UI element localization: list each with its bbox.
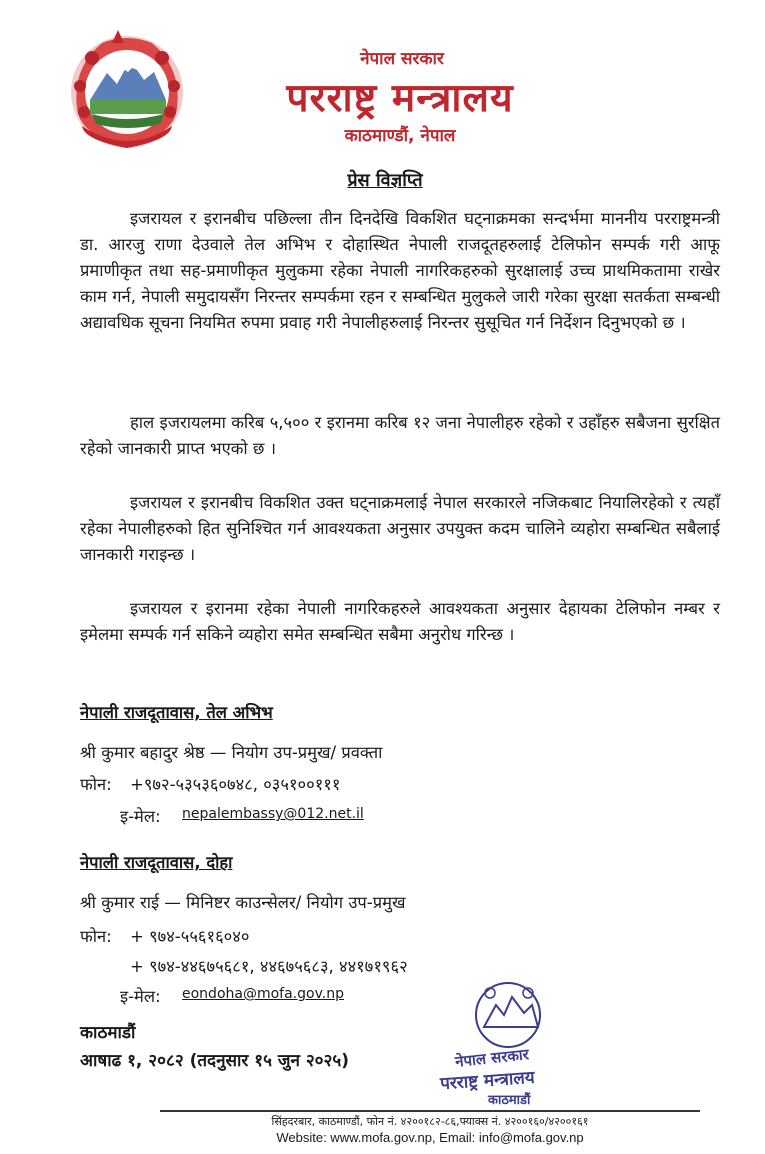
issue-place: काठमाडौं xyxy=(80,1023,136,1043)
paragraph-3: इजरायल र इरानबीच विकशित उक्त घट्नाक्रमलाई नेपाल सरकारले नजिकबाट नियालिरहेको र त्यहाँ रहेका नेपालीहरुको हित सुनिश्चित गर्न आवश्यकता अनुसार उपयुक्त कदम चालिने व्यहोरा सम्बन्धित सबैलाई जानकारी गराइन्छ । xyxy=(80,493,720,564)
stamp-line-2: परराष्ट्र मन्त्रालय xyxy=(439,1067,536,1095)
ministry-name: परराष्ट्र मन्त्रालय xyxy=(286,76,514,121)
embassy-heading-doha: नेपाली राजदूतावास, दोहा xyxy=(80,853,233,872)
email-label-doha: इ-मेल: xyxy=(120,987,161,1006)
document-title: प्रेस विज्ञप्ति xyxy=(347,170,423,191)
stamp-line-1: नेपाल सरकार xyxy=(454,1045,530,1071)
paragraph-1: इजरायल र इरानबीच पछिल्ला तीन दिनदेखि विकशित घट्नाक्रमका सन्दर्भमा माननीय परराष्ट्रमन्त्री डा. आरजु राणा देउवाले तेल अभिभ र दोहास्थित नेपाली राजदूतहरुलाई टेलिफोन सम्पर्क गरी आफू प्रमाणीकृत तथा सह-प्रमाणीकृत मुलुकमा रहेका नेपाली नागरिकहरुको सुरक्षालाई उच्च प्राथमिकतामा राखेर काम गर्न, नेपाली समुदायसँग निरन्तर सम्पर्कमा रहन र सम्बन्धित मुलुकले जारी गरेका सुरक्षा सतर्कता सम्बन्धी अद्यावधिक सूचना नियमित रुपमा प्रवाह गरी नेपालीहरुलाई निरन्तर सुसूचित गर्न निर्देशन दिनुभएको छ । xyxy=(80,209,720,332)
email-link-doha[interactable]: eondoha@mofa.gov.np xyxy=(182,986,344,1002)
footer-divider xyxy=(160,1110,700,1112)
phone-label-telaviv: फोन: xyxy=(80,775,112,794)
phone-number-doha-1: + ९७४-५५६१६०४० xyxy=(130,927,250,946)
embassy-heading-telaviv: नेपाली राजदूतावास, तेल अभिभ xyxy=(80,703,273,722)
paragraph-4: इजरायल र इरानमा रहेका नेपाली नागरिकहरुले आवश्यकता अनुसार देहायका टेलिफोन नम्बर र इमेलमा सम्पर्क गर्न सकिने व्यहोरा समेत सम्बन्धित सबैमा अनुरोध गरिन्छ । xyxy=(80,599,720,644)
paragraph-2: हाल इजरायलमा करिब ५,५०० र इरानमा करिब १२ जना नेपालीहरु रहेको र उहाँहरु सबैजना सुरक्षित रहेको जानकारी प्राप्त भएको छ । xyxy=(80,413,720,458)
nepal-emblem-icon xyxy=(62,28,192,153)
embassy-contact-doha: श्री कुमार राई — मिनिष्टर काउन्सेलर/ नियोग उप-प्रमुख xyxy=(80,893,406,912)
phone-number-telaviv: +९७२-५३५३६०७४८, ०३५१००१११ xyxy=(130,775,341,794)
email-link-telaviv[interactable]: nepalembassy@012.net.il xyxy=(182,806,364,822)
ministry-location: काठमाण्डौं, नेपाल xyxy=(344,126,456,146)
embassy-contact-telaviv: श्री कुमार बहादुर श्रेष्ठ — नियोग उप-प्रमुख/ प्रवक्ता xyxy=(80,743,383,762)
email-label-telaviv: इ-मेल: xyxy=(120,807,161,826)
footer-address: सिंहदरबार, काठमाण्डौं, फोन नं. ४२००१८२-८६,फ्याक्स नं. ४२००१६०/४२००१६१ xyxy=(271,1115,589,1128)
footer-contact: Website: www.mofa.gov.np, Email: info@mofa.gov.np xyxy=(276,1130,584,1145)
government-name: नेपाल सरकार xyxy=(360,49,444,69)
issue-date: आषाढ १, २०८२ (तदनुसार १५ जुन २०२५) xyxy=(80,1051,349,1071)
stamp-line-3: काठमाडौं xyxy=(488,1093,531,1108)
phone-label-doha: फोन: xyxy=(80,927,112,946)
phone-number-doha-2: + ९७४-४४६७५६८१, ४४६७५६८३, ४४१७१९६२ xyxy=(130,957,408,976)
